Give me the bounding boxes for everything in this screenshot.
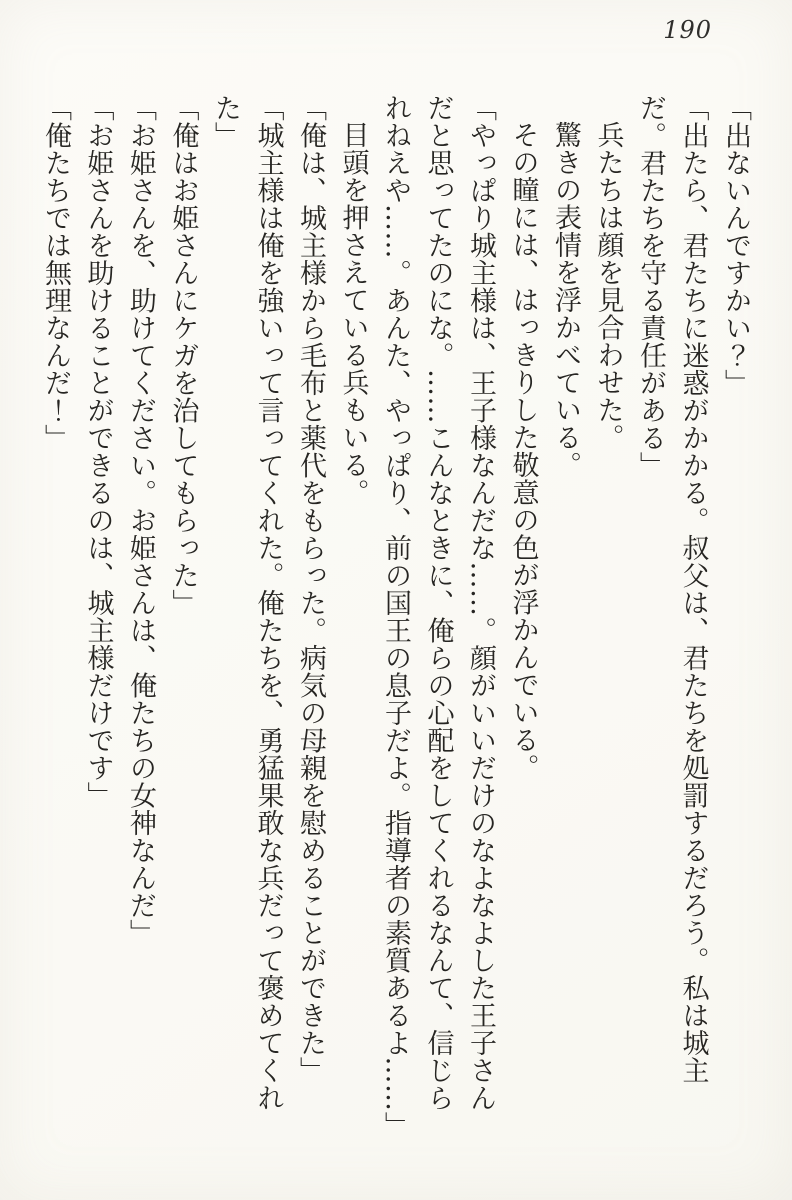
narration-paragraph: 目頭を押さえている兵もいる。 <box>337 121 369 506</box>
dialogue-paragraph: 「俺たちでは無理なんだ！」 <box>40 94 71 452</box>
dialogue-paragraph: 「俺はお姫さんにケガを治してもらった」 <box>167 94 199 617</box>
dialogue-paragraph: 「城主様は俺を強いって言ってくれた。俺たちを、勇猛果敢な兵だって褒めてくれた」 <box>210 94 284 1112</box>
dialogue-paragraph: 「お姫さんを助けることができるのは、城主様だけです」 <box>82 94 114 809</box>
dialogue-paragraph: 「出ないんですかい？」 <box>720 94 751 397</box>
dialogue-paragraph: 「出たら、君たちに迷惑がかかる。叔父は、君たちを処罰するだろう。私は城主だ。君たちを守る責任がある」 <box>635 94 709 1084</box>
narration-paragraph: 驚きの表情を浮かべている。 <box>550 121 581 479</box>
dialogue-paragraph: 「お姫さんを、助けてください。お姫さんは、俺たちの女神なんだ」 <box>125 94 156 947</box>
narration-paragraph: その瞳には、はっきりした敬意の色が浮かんでいる。 <box>507 121 539 781</box>
page-number: 190 <box>663 16 712 44</box>
dialogue-paragraph: 「俺は、城主様から毛布と薬代をもらった。病気の母親を慰めることができた」 <box>295 94 326 1084</box>
narration-paragraph: 兵たちは顔を見合わせた。 <box>592 121 624 451</box>
dialogue-paragraph: 「やっぱり城主様は、王子様なんだな……。顔がいいだけのなよなよした王子さんだと思ってたのにな。……こんなときに、俺らの心配をしてくれるなんて、信じられねえや……。あんた、やっぱり、前の国王の息子だよ。指導者の素質あるよ……」 <box>380 94 496 1139</box>
vertical-text-block <box>34 94 757 1139</box>
